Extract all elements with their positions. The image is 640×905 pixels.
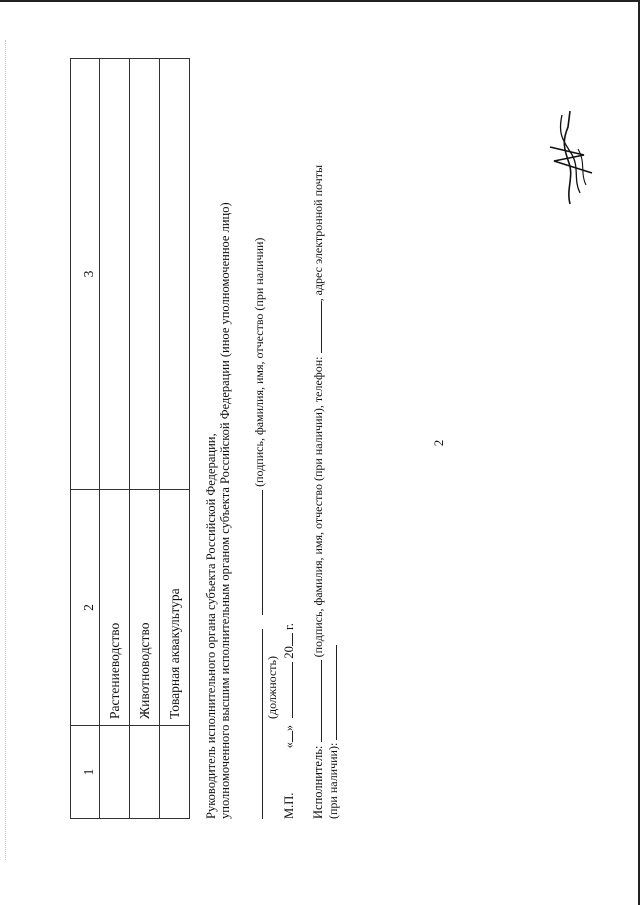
phone-underline <box>310 301 322 353</box>
date-open-quote: « <box>282 742 296 749</box>
email-caption: , адрес электронной почты <box>311 164 325 302</box>
date-close-quote: » <box>282 724 296 732</box>
signature-underline <box>251 490 263 615</box>
table-header-cell: 2 <box>71 490 100 726</box>
table-cell-name: Животноводство <box>130 490 160 726</box>
email-note: (при наличии): <box>326 742 340 819</box>
position-signature-row <box>251 99 266 819</box>
table-cell-name: Растениеводство <box>100 490 130 726</box>
email-underline <box>325 645 337 740</box>
table-cell-num <box>130 726 160 819</box>
position-label: (должность) <box>265 656 279 719</box>
table-row <box>130 59 160 819</box>
date-year-prefix: 20 <box>282 646 296 659</box>
table-cell-name: Товарная аквакультура <box>160 490 190 726</box>
table-header-row <box>71 59 100 819</box>
page-number: 2 <box>431 439 446 447</box>
position-underline <box>251 629 263 819</box>
head-title-line2: уполномоченного высшим исполнительным органом субъекта Российской Федерации (иное уполномоченное лицо) <box>218 202 232 819</box>
stamp-label: М.П. <box>282 792 296 819</box>
table-cell-value <box>130 59 160 490</box>
handwritten-signature <box>540 107 600 207</box>
date-year-underline <box>281 633 293 646</box>
table-row <box>100 59 130 819</box>
signature-label: (подпись, фамилия, имя, отчество (при наличии) <box>252 237 266 487</box>
table-cell-num <box>160 726 190 819</box>
executor-row <box>310 99 325 819</box>
table-header-cell: 1 <box>71 726 100 819</box>
email-row <box>325 99 340 819</box>
table-cell-num <box>100 726 130 819</box>
table-row <box>160 59 190 819</box>
date-year-suffix: г. <box>282 623 296 630</box>
table-cell-value <box>100 59 130 490</box>
table-cell-value <box>160 59 190 490</box>
head-title-line1: Руководитель исполнительного органа субъекта Российской Федерации, <box>204 433 218 819</box>
executor-underline <box>310 660 322 742</box>
executor-label: Исполнитель: <box>311 745 325 819</box>
executor-caption: (подпись, фамилия, имя, отчество (при наличии), телефон: <box>311 356 325 658</box>
signature-block <box>204 99 340 819</box>
date-day-underline <box>281 731 293 742</box>
data-table <box>70 58 190 819</box>
stamp-date-row <box>281 99 296 819</box>
table-header-cell: 3 <box>71 59 100 490</box>
date-month-underline <box>281 662 293 718</box>
